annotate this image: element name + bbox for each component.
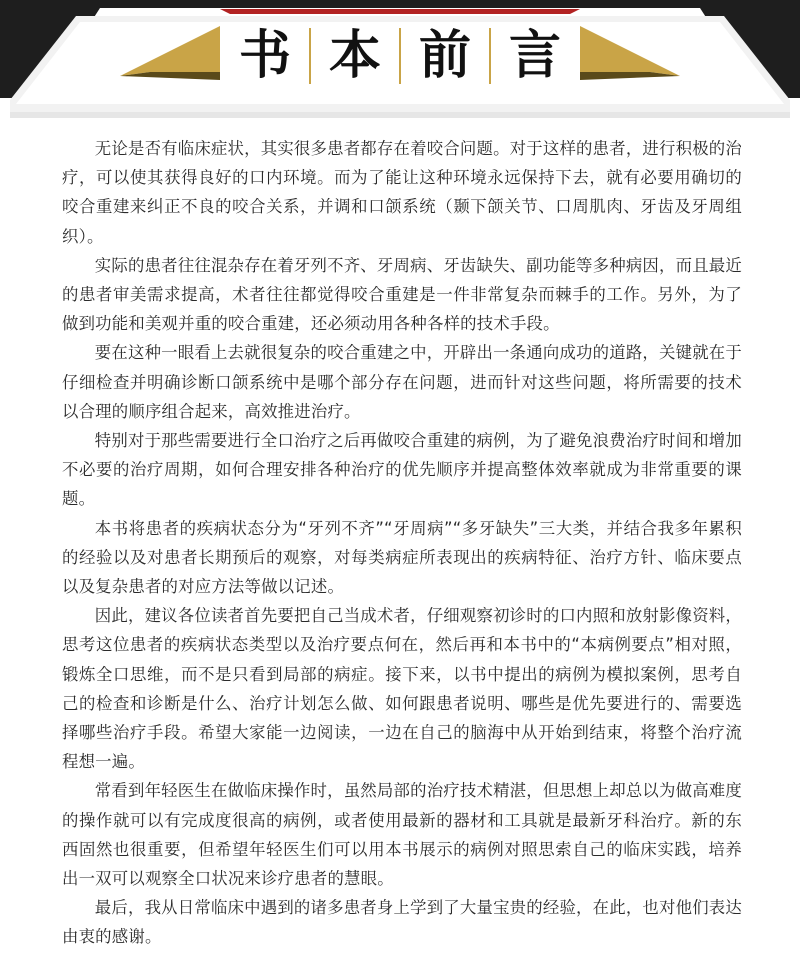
paragraph: 本书将患者的疾病状态分为“牙列不齐”“牙周病”“多牙缺失”三大类，并结合我多年累积的经验以及对患者长期预后的观察，对每类病症所表现出的疾病特征、治疗方针、临床要点以及复杂患者的对应方法等做以记述。 [62,518,742,597]
paragraph: 要在这种一眼看上去就很复杂的咬合重建之中，开辟出一条通向成功的道路，关键就在于仔细检查并明确诊断口颌系统中是哪个部分存在问题，进而针对这些问题，将所需要的技术以合理的顺序组合起来，高效推进治疗。 [62,343,742,421]
paragraph: 特别对于那些需要进行全口治疗之后再做咬合重建的病例，为了避免浪费治疗时间和增加不必要的治疗周期，如何合理安排各种治疗的优先顺序并提高整体效率就成为非常重要的课题。 [62,431,742,509]
paragraph: 因此，建议各位读者首先要把自己当成术者，仔细观察初诊时的口内照和放射影像资料，思考这位患者的疾病状态类型以及治疗要点何在，然后再和本书中的“本病例要点”相对照，锻炼全口思维，而不是只看到局部的病症。接下来，以书中提出的病例为模拟案例，思考自己的检查和诊断是什么、治疗计划怎么做、如何跟患者说明、哪些是优先要进行的、需要选择哪些治疗手段。希望大家能一边阅读，一边在自己的脑海中从开始到结束，将整个治疗流程想一遍。 [62,606,742,772]
paragraph: 实际的患者往往混杂存在着牙列不齐、牙周病、牙齿缺失、副功能等多种病因，而且最近的患者审美需求提高，术者往往都觉得咬合重建是一件非常复杂而棘手的工作。另外，为了做到功能和美观并重的咬合重建，还必须动用各种各样的技术手段。 [62,255,742,334]
page-title [210,18,590,94]
title-char-2: 本 [328,26,381,86]
paragraph: 常看到年轻医生在做临床操作时，虽然局部的治疗技术精湛，但思想上却总以为做高难度的操作就可以有完成度很高的病例，或者使用最新的器材和工具就是最新牙科治疗。新的东西固然也很重要，但希望年轻医生们可以用本书展示的病例对照思索自己的临床实践，培养出一双可以观察全口状况来诊疗患者的慧眼。 [62,781,742,889]
preface-body [62,134,742,952]
title-char-4: 言 [508,26,561,86]
title-char-1: 书 [238,26,291,86]
header-banner [0,0,800,118]
paragraph: 无论是否有临床症状，其实很多患者都存在着咬合问题。对于这样的患者，进行积极的治疗，可以使其获得良好的口内环境。而为了能让这种环境永远保持下去，就有必要用确切的咬合重建来纠正不良的咬合关系，并调和口颌系统（颞下颌关节、口周肌肉、牙齿及牙周组织）。 [62,139,742,246]
paragraph: 最后，我从日常临床中遇到的诸多患者身上学到了大量宝贵的经验，在此，也对他们表达由衷的感谢。 [62,898,742,947]
title-char-3: 前 [418,26,471,86]
